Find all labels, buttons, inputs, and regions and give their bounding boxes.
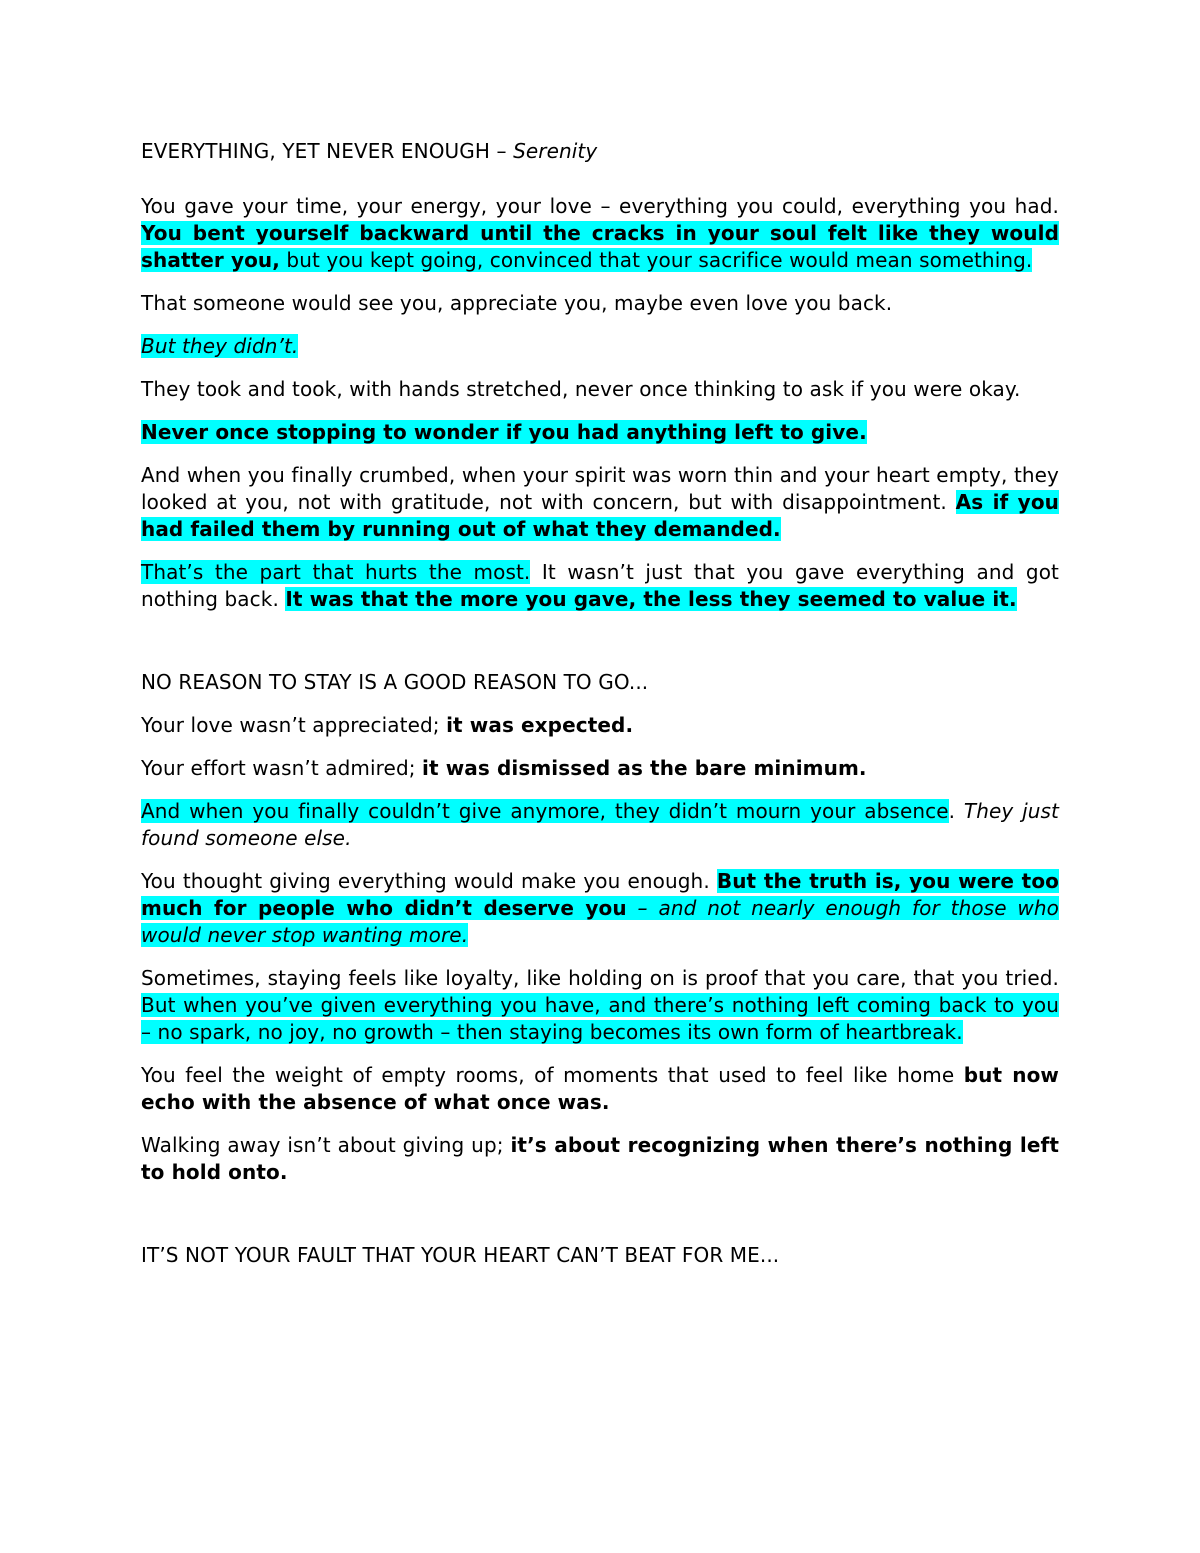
text-run: Sometimes, staying feels like loyalty, like holding on is proof that you care, that you tried. xyxy=(141,966,1059,990)
section-2-heading xyxy=(141,669,1059,696)
highlighted-text: Never once stopping to wonder if you had anything left to give. xyxy=(141,420,867,444)
paragraph xyxy=(141,462,1059,543)
paragraph xyxy=(141,559,1059,613)
highlighted-text: As if you had failed them by running out of what they demanded. xyxy=(141,490,1059,541)
text-run: You gave your time, your energy, your love – everything you could, everything you had. xyxy=(141,194,1059,218)
paragraph xyxy=(141,1062,1059,1116)
highlighted-text: That’s the part that hurts the most. xyxy=(141,560,531,584)
section-spacer xyxy=(141,629,1059,669)
text-run: You thought giving everything would make you enough. xyxy=(141,869,717,893)
bold-text: but now echo with the absence of what once was. xyxy=(141,1063,1060,1114)
bold-text: it was expected. xyxy=(446,713,634,737)
highlighted-text: And when you finally couldn’t give anymore, they didn’t mourn your absence xyxy=(141,799,949,823)
text-run: It wasn’t just that you gave everything and got nothing back. xyxy=(141,560,1059,611)
section-3-title: IT’S NOT YOUR FAULT THAT YOUR HEART CAN’T BEAT FOR ME... xyxy=(141,1243,780,1267)
highlighted-text: But they didn’t. xyxy=(141,334,299,358)
text-run: You feel the weight of empty rooms, of moments that used to feel like home xyxy=(141,1063,964,1087)
paragraph xyxy=(141,333,1059,360)
highlighted-text: but you kept going, convinced that your sacrifice would mean something. xyxy=(279,248,1033,272)
text-run: And when you finally crumbed, when your spirit was worn thin and your heart empty, they looked at you, not with gratitude, not with concern, but with disappointment. xyxy=(141,463,1059,514)
bold-text: it’s about recognizing when there’s nothing left to hold onto. xyxy=(141,1133,1059,1184)
paragraph xyxy=(141,419,1059,446)
text-run: That someone would see you, appreciate you, maybe even love you back. xyxy=(141,291,893,315)
text-run: Your love wasn’t appreciated; xyxy=(141,713,447,737)
paragraph xyxy=(141,376,1059,403)
highlighted-text: But the truth is, you were too much for people who didn’t deserve you xyxy=(141,869,1059,920)
paragraph xyxy=(141,290,1059,317)
section-3-heading xyxy=(141,1242,1059,1269)
text-run: Your effort wasn’t admired; xyxy=(141,756,423,780)
paragraph xyxy=(141,798,1059,852)
paragraph xyxy=(141,965,1059,1046)
text-run: Walking away isn’t about giving up; xyxy=(141,1133,511,1157)
bold-text: it was dismissed as the bare minimum. xyxy=(422,756,867,780)
paragraph xyxy=(141,712,1059,739)
italic-text: They just found someone else. xyxy=(141,799,1059,850)
paragraph xyxy=(141,193,1059,274)
highlighted-text: But when you’ve given everything you have, and there’s nothing left coming back to you – no spark, no joy, no growth – then staying becomes its own form of heartbreak. xyxy=(141,993,1059,1044)
section-2-title: NO REASON TO STAY IS A GOOD REASON TO GO... xyxy=(141,670,649,694)
paragraph xyxy=(141,1132,1059,1186)
author-name: Serenity xyxy=(513,139,598,163)
document-body xyxy=(141,138,1059,1297)
paragraph xyxy=(141,755,1059,782)
section-1-title: EVERYTHING, YET NEVER ENOUGH – xyxy=(141,139,507,163)
highlighted-text: You bent yourself backward until the cracks in your soul felt like they would shatter you, xyxy=(141,221,1059,272)
text-run: They took and took, with hands stretched, never once thinking to ask if you were okay. xyxy=(141,377,1021,401)
section-1-heading xyxy=(141,138,1059,165)
highlighted-text: It was that the more you gave, the less they seemed to value it. xyxy=(285,587,1017,611)
text-run: . xyxy=(948,799,964,823)
paragraph xyxy=(141,868,1059,949)
section-spacer xyxy=(141,1202,1059,1242)
highlighted-text: – and not nearly enough for those who would never stop wanting more. xyxy=(141,896,1059,947)
